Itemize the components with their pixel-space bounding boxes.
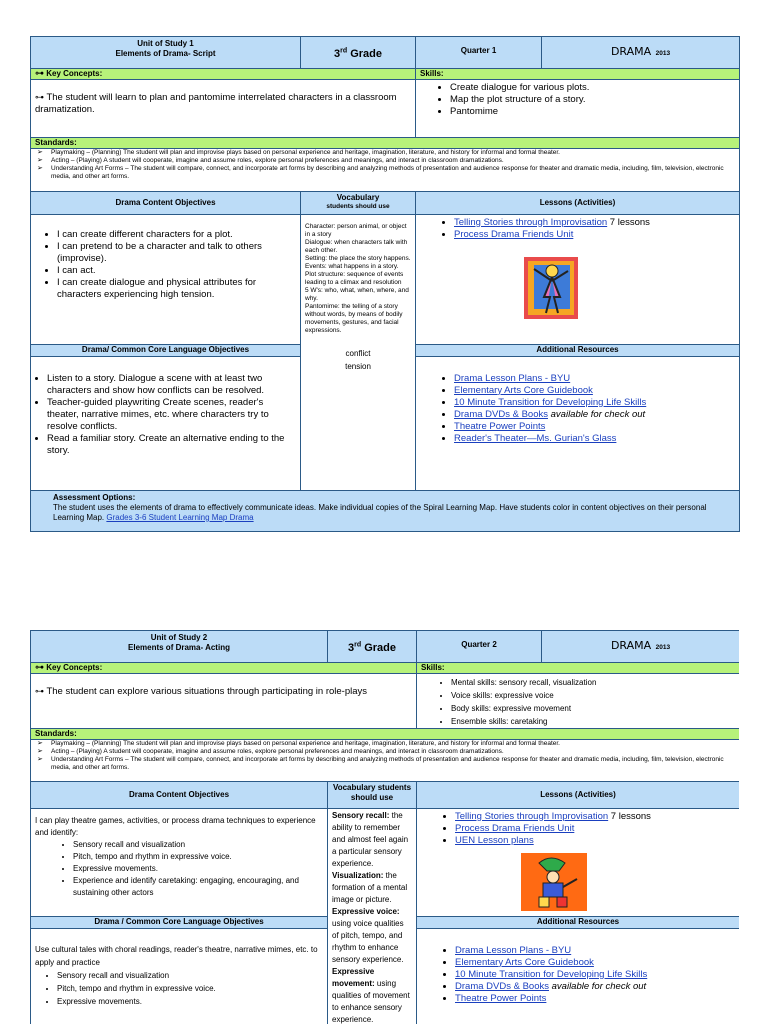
resource-link[interactable]: Drama Lesson Plans - BYU [454, 372, 571, 384]
subject-label: DRAMA 2013 [542, 37, 740, 69]
vocabulary-cell [328, 808, 417, 1024]
content-objective: • I can pretend to be a character and talk to others (improvise). [57, 241, 296, 265]
standards-list [31, 148, 740, 191]
vocab-entry: Visualization: the formation of a mental image or picture. [332, 870, 408, 904]
unit-number: Unit of Study 2 [150, 633, 208, 642]
vocab-entry: Expressive voice: using voice qualities of pitch, tempo, and rhythm to enhance sensory experience. [332, 906, 404, 964]
resource-link[interactable]: Elementary Arts Core Guidebook [454, 384, 593, 396]
quarter-label: Quarter 1 [416, 37, 542, 69]
lessons-cell [417, 808, 739, 916]
key-icon: ⊶ [35, 686, 44, 697]
key-concepts-header: ⊶ Key Concepts: [31, 662, 417, 673]
resource-link[interactable]: Drama DVDs & Books [455, 980, 549, 992]
content-objectives-header: Drama Content Objectives [31, 781, 328, 808]
vocabulary-text: Character: person animal, or object in a story Dialogue: when characters talk with each other. Setting: the place the story happens. Events: what happens in a story. Plot structure: sequence of events leading to a climax and resolution 5 W's: who, what, when, where, and why. Pantomime: the telling of a story without words, by means of bodily movements, gestures, and facial expressions. [305, 222, 411, 334]
resource-item [455, 957, 735, 969]
skills-list [416, 79, 740, 137]
language-objectives-header: Drama/ Common Core Language Objectives [31, 344, 301, 356]
language-objective: • Listen to a story. Dialogue a scene with at least two characters and show how conflicts can be resolved. [47, 373, 296, 397]
lessons-cell [416, 214, 740, 344]
unit-name: Elements of Drama- Acting [128, 643, 230, 652]
resources-list [417, 928, 739, 1024]
content-objectives-header: Drama Content Objectives [31, 191, 301, 214]
content-objectives-list [31, 214, 301, 344]
lesson-item: • Telling Stories through Improvisation 7 lessons [455, 811, 735, 823]
vocab-entry: Sensory recall: the ability to remember and almost feel again a particular sensory experience. [332, 810, 409, 868]
content-objective: • I can act. [57, 265, 296, 277]
content-intro: I can play theatre games, activities, or process drama techniques to experience and identify: [35, 815, 316, 837]
standard-item: ➢ Playmaking – (Planning) The student will plan and improvise plays based on personal experience and heritage, imagination, literature, and history for informal and formal theater. [41, 149, 735, 157]
resources-header: Additional Resources [416, 344, 740, 356]
key-concept-text: ⊶ The student will learn to plan and pantomime interrelated characters in a classroom dramatization. [31, 79, 416, 137]
vocabulary-tension: tension [345, 361, 371, 371]
resource-link[interactable]: Reader's Theater—Ms. Gurian's Glass [454, 432, 617, 444]
resource-item [454, 397, 735, 409]
language-objective: • Expressive movements. [57, 995, 323, 1008]
lesson-item [455, 835, 735, 847]
resource-link[interactable]: 10 Minute Transition for Developing Life Skills [454, 396, 647, 408]
content-objective: • I can create dialogue and physical attributes for characters experiencing high tension. [57, 277, 296, 301]
language-objective: • Sensory recall and visualization [57, 969, 323, 982]
skill-item: • Ensemble skills: caretaking [451, 715, 735, 728]
standards-header: Standards: [31, 728, 740, 739]
lesson-item [454, 229, 735, 241]
lesson-link[interactable]: Process Drama Friends Unit [454, 228, 574, 240]
content-objective: • Sensory recall and visualization [73, 839, 323, 851]
skill-item: • Create dialogue for various plots. [450, 82, 735, 94]
assessment-cell [31, 490, 740, 531]
content-objective: • Experience and identify caretaking: engaging, encouraging, and sustaining other actors [73, 875, 323, 899]
content-objective: • Pitch, tempo and rhythm in expressive voice. [73, 851, 323, 863]
key-concept-text: ⊶ The student can explore various situations through participating in role-plays [31, 673, 417, 728]
key-icon: ⊶ [35, 92, 44, 103]
skills-header: Skills: [416, 68, 740, 79]
standard-item: ➢ Understanding Art Forms – The student will compare, connect, and incorporate art forms by describing and analyzing methods of presentation and audience response for theater and dramatic media, including, film, television, electronic media, and other art forms. [41, 165, 735, 181]
grade-label: 3rd Grade [301, 37, 416, 69]
resource-link[interactable]: Drama Lesson Plans - BYU [455, 944, 572, 956]
unit-title [31, 631, 328, 663]
resources-list [416, 356, 740, 490]
content-objective: • Expressive movements. [73, 863, 323, 875]
quarter-label: Quarter 2 [417, 631, 542, 663]
language-objectives-list [31, 928, 328, 1024]
unit-name: Elements of Drama- Script [115, 49, 216, 58]
skill-item: • Voice skills: expressive voice [451, 689, 735, 702]
language-objective: • Teacher-guided playwriting Create scenes, reader's theater, narrative mimes, etc. where characters try to resolve conflicts. [47, 397, 296, 433]
standard-item: ➢ Playmaking – (Planning) The student will plan and improvise plays based on personal experience and heritage, imagination, literature, and history for informal and formal theater. [41, 740, 735, 748]
lessons-header: Lessons (Activities) [416, 191, 740, 214]
content-objectives-list [31, 808, 328, 916]
resource-item [454, 385, 735, 397]
jester-clipart [521, 853, 735, 915]
unit-title [31, 37, 301, 69]
lessons-header: Lessons (Activities) [417, 781, 739, 808]
lesson-link[interactable]: Telling Stories through Improvisation [454, 216, 608, 228]
grade-label: 3rd Grade [328, 631, 417, 663]
unit-2-table [30, 630, 739, 1024]
resource-link[interactable]: 10 Minute Transition for Developing Life Skills [455, 968, 648, 980]
skill-item: • Pantomime [450, 106, 735, 118]
subject-label: DRAMA 2013 [542, 631, 739, 663]
lesson-item [455, 823, 735, 835]
language-objectives-header: Drama / Common Core Language Objectives [31, 916, 328, 928]
lesson-link[interactable]: Process Drama Friends Unit [455, 822, 575, 834]
unit-number: Unit of Study 1 [137, 39, 194, 48]
learning-map-link[interactable]: Grades 3-6 Student Learning Map Drama [106, 512, 254, 522]
skills-list [417, 673, 739, 728]
standards-list [31, 739, 740, 781]
resources-header: Additional Resources [417, 916, 739, 928]
language-objective: • Pitch, tempo and rhythm in expressive voice. [57, 982, 323, 995]
resource-item [455, 945, 735, 957]
skill-item: • Body skills: expressive movement [451, 702, 735, 715]
resource-item [455, 993, 735, 1005]
resource-item: • Drama DVDs & Books available for check out [454, 409, 735, 421]
key-concepts-header: ⊶ Key Concepts: [31, 68, 416, 79]
vocab-entry: Expressive movement: using qualities of movement to enhance sensory experience. [332, 966, 410, 1024]
standard-item: ➢ Acting – (Playing) A student will cooperate, imagine and assume roles, explore personal preferences and meanings, and interact in classroom dramatizations. [41, 748, 735, 756]
assessment-label: Assessment Options: [53, 492, 136, 502]
resource-item [455, 969, 735, 981]
dancing-actor-clipart [520, 251, 735, 327]
key-icon: ⊶ [35, 68, 44, 79]
vocabulary-conflict: conflict [345, 348, 371, 358]
resource-link[interactable]: Drama DVDs & Books [454, 408, 548, 420]
resource-item [454, 421, 735, 433]
vocabulary-header: Vocabulary students should use [301, 191, 416, 214]
language-objectives-list [31, 356, 301, 490]
resource-item [454, 433, 735, 445]
lesson-item: • Telling Stories through Improvisation 7 lessons [454, 217, 735, 229]
lesson-link[interactable]: UEN Lesson plans [455, 834, 534, 846]
lesson-link[interactable]: Telling Stories through Improvisation [455, 810, 609, 822]
skill-item: • Map the plot structure of a story. [450, 94, 735, 106]
vocabulary-cell [301, 214, 416, 490]
key-icon: ⊶ [35, 662, 44, 673]
unit-1-table [30, 36, 739, 544]
assessment-text: The student uses the elements of drama to effectively communicate ideas. Make individual copies of the Spiral Learning Map. Have students color in content objectives on their personal Learning Map. [53, 502, 707, 522]
skill-item: • Mental skills: sensory recall, visualization [451, 676, 735, 689]
resource-link[interactable]: Elementary Arts Core Guidebook [455, 956, 594, 968]
language-objective: • Read a familiar story. Create an alternative ending to the story. [47, 433, 296, 457]
skills-header: Skills: [417, 662, 739, 673]
standards-header: Standards: [31, 137, 740, 148]
standard-item: ➢ Acting – (Playing) A student will cooperate, imagine and assume roles, explore personal preferences and meanings, and interact in classroom dramatizations. [41, 157, 735, 165]
vocabulary-header: Vocabulary students should use [328, 781, 417, 808]
content-objective: • I can create different characters for a plot. [57, 229, 296, 241]
resource-link[interactable]: Theatre Power Points [454, 420, 546, 432]
resource-link[interactable]: Theatre Power Points [455, 992, 547, 1004]
standard-item: ➢ Understanding Art Forms – The student will compare, connect, and incorporate art forms by describing and analyzing methods of presentation and audience response for theater and dramatic media, including, film, television, electronic media, and other art forms. [41, 756, 735, 772]
resource-item [454, 373, 735, 385]
resource-item: • Drama DVDs & Books available for check out [455, 981, 735, 993]
language-intro: Use cultural tales with choral readings, reader's theatre, narrative mimes, etc. to apply and practice [35, 944, 318, 967]
